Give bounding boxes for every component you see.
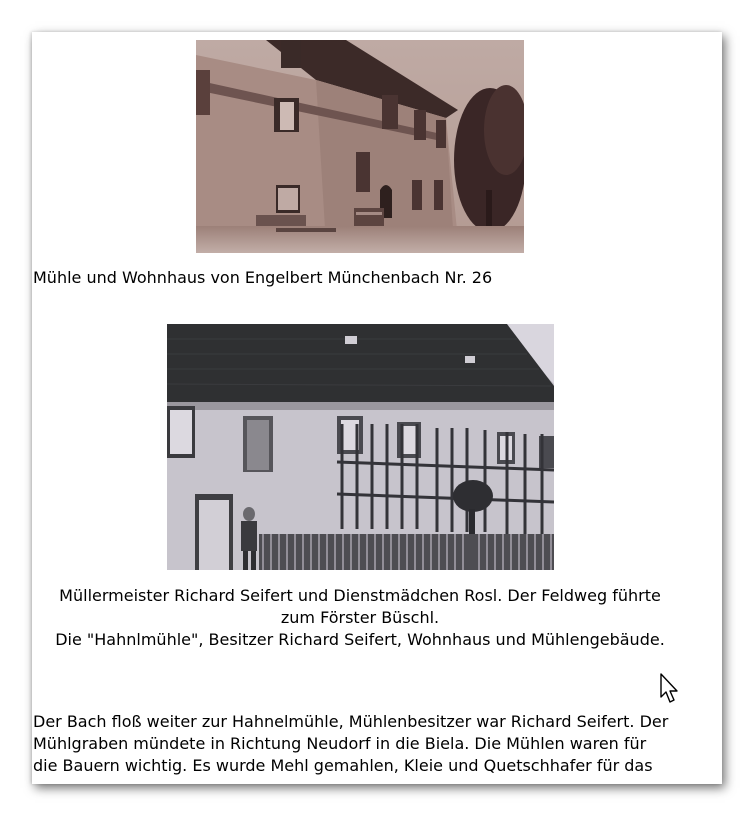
caption-hahnlmuehle xyxy=(32,585,688,651)
mill-and-house-photo xyxy=(196,40,524,253)
paragraph-line: Mühlgraben mündete in Richtung Neudorf in die Biela. Die Mühlen waren für xyxy=(33,734,647,753)
caption-line: Müllermeister Richard Seifert und Dienstmädchen Rosl. Der Feldweg führte xyxy=(59,586,661,605)
body-paragraph xyxy=(33,711,693,777)
caption-line: Die "Hahnlmühle", Besitzer Richard Seifert, Wohnhaus und Mühlengebäude. xyxy=(55,630,665,649)
document-page xyxy=(32,32,722,784)
caption-line: zum Förster Büschl. xyxy=(280,608,440,627)
hahnlmuehle-photo xyxy=(167,324,554,570)
paragraph-line: Der Bach floß weiter zur Hahnelmühle, Mühlenbesitzer war Richard Seifert. Der xyxy=(33,712,669,731)
mouse-pointer-icon xyxy=(660,673,680,705)
caption-mill-and-house: Mühle und Wohnhaus von Engelbert Münchenbach Nr. 26 xyxy=(33,268,493,287)
paragraph-line: die Bauern wichtig. Es wurde Mehl gemahlen, Kleie und Quetschhafer für das xyxy=(33,756,653,775)
